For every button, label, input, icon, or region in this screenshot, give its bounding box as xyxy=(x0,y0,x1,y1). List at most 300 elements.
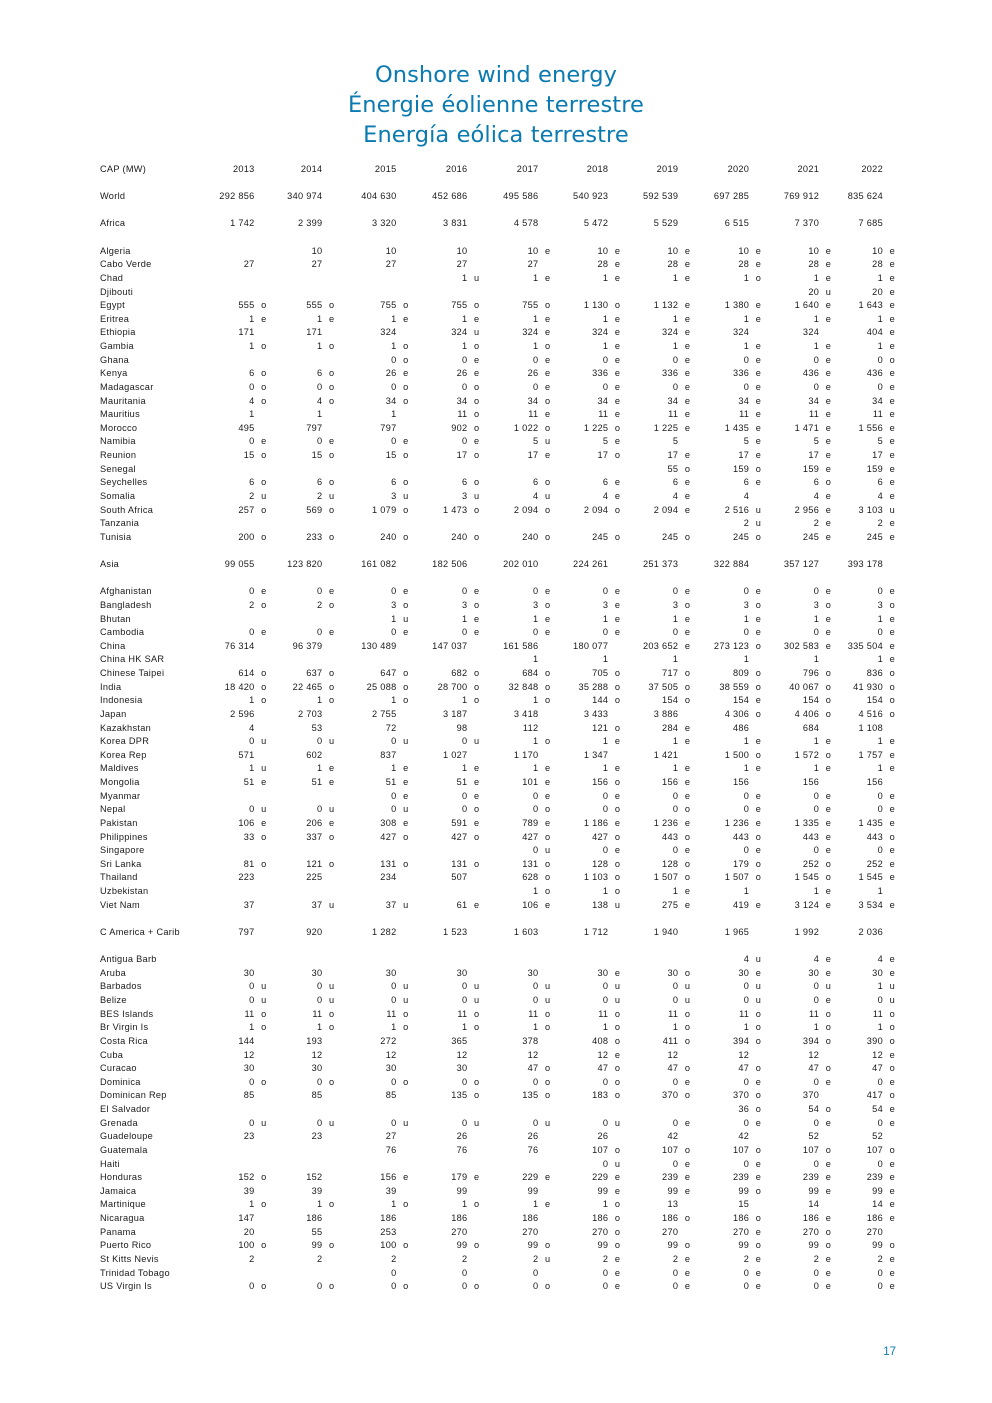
value-flag: e xyxy=(889,272,895,283)
value-cell xyxy=(550,408,620,422)
value-cell xyxy=(334,735,408,749)
value-cell xyxy=(211,1089,267,1103)
value-flag: u xyxy=(403,981,409,992)
value-cell xyxy=(211,885,267,899)
value-cell xyxy=(267,1117,335,1131)
value-flag: o xyxy=(474,1076,480,1087)
value-number: 1 507 xyxy=(724,872,750,883)
value-flag: e xyxy=(684,1253,691,1264)
value-cell xyxy=(267,817,335,831)
value-flag: o xyxy=(825,1022,832,1033)
value-flag: e xyxy=(614,1281,621,1292)
value-number: 1 xyxy=(533,736,539,747)
value-flag: e xyxy=(889,381,895,392)
value-cell xyxy=(409,776,480,790)
value-cell xyxy=(334,340,408,354)
value-flag: e xyxy=(545,817,551,828)
value-number: 171 xyxy=(238,327,255,338)
value-number: 302 583 xyxy=(783,640,820,651)
value-flag: o xyxy=(825,668,832,679)
value-cell xyxy=(211,408,267,422)
value-cell xyxy=(761,367,831,381)
value-number: 99 xyxy=(456,1185,468,1196)
value-cell xyxy=(690,953,761,967)
value-number: 1 xyxy=(462,1199,468,1210)
value-flag: e xyxy=(614,1253,621,1264)
value-flag: e xyxy=(889,613,895,624)
value-number: 270 xyxy=(866,1226,883,1237)
value-flag: o xyxy=(261,695,267,706)
value-number: 0 xyxy=(813,627,820,638)
value-number: 257 xyxy=(238,504,255,515)
value-number: 0 xyxy=(533,804,539,815)
value-cell xyxy=(761,504,831,518)
value-cell xyxy=(761,1021,831,1035)
value-number: 252 xyxy=(802,858,820,869)
value-cell xyxy=(211,299,267,313)
value-number: 0 xyxy=(813,804,820,815)
value-number: 1 347 xyxy=(583,749,609,760)
value-number: 324 xyxy=(732,327,750,338)
value-flag: e xyxy=(825,954,832,965)
value-cell xyxy=(690,449,761,463)
value-number: 37 xyxy=(311,899,323,910)
value-cell xyxy=(550,994,620,1008)
value-flag: e xyxy=(889,1281,895,1292)
value-cell xyxy=(267,449,335,463)
value-flag: o xyxy=(825,858,832,869)
value-number: 0 xyxy=(672,1076,679,1087)
value-cell xyxy=(620,613,690,627)
value-cell xyxy=(334,422,408,436)
country-name: Bhutan xyxy=(100,613,131,624)
value-cell xyxy=(334,531,408,545)
value-number: 614 xyxy=(238,668,255,679)
value-flag: e xyxy=(261,817,267,828)
value-cell xyxy=(409,395,480,409)
value-flag: u xyxy=(545,995,551,1006)
value-flag: e xyxy=(545,368,551,379)
value-cell xyxy=(409,653,480,667)
value-flag: e xyxy=(825,313,832,324)
value-number: 1 435 xyxy=(724,422,750,433)
value-number: 495 xyxy=(238,422,255,433)
value-cell xyxy=(409,831,480,845)
value-flag: e xyxy=(755,763,762,774)
value-flag: o xyxy=(614,300,621,311)
value-number: 156 xyxy=(802,777,820,788)
value-number: 755 xyxy=(522,300,539,311)
value-number: 154 xyxy=(662,695,679,706)
value-cell xyxy=(550,1171,620,1185)
value-cell xyxy=(479,449,550,463)
value-flag: e xyxy=(889,409,895,420)
country-row xyxy=(100,585,895,599)
value-number: 4 xyxy=(533,490,539,501)
value-cell xyxy=(409,558,480,572)
value-number: 0 xyxy=(813,981,820,992)
value-flag: e xyxy=(755,300,762,311)
country-name: Indonesia xyxy=(100,695,143,706)
value-flag: o xyxy=(474,300,480,311)
value-cell xyxy=(409,354,480,368)
value-number: 1 xyxy=(533,313,539,324)
value-cell xyxy=(690,858,761,872)
value-number: 1 xyxy=(672,272,679,283)
value-cell xyxy=(550,340,620,354)
value-cell xyxy=(211,558,267,572)
value-cell xyxy=(550,245,620,259)
value-flag: e xyxy=(825,763,832,774)
value-flag: o xyxy=(329,1022,335,1033)
value-flag: o xyxy=(755,640,762,651)
value-cell xyxy=(550,967,620,981)
value-cell xyxy=(334,367,408,381)
value-number: 12 xyxy=(243,1049,255,1060)
value-number: 0 xyxy=(602,981,609,992)
value-cell xyxy=(620,1226,690,1240)
value-number: 394 xyxy=(802,1035,820,1046)
value-cell xyxy=(550,326,620,340)
value-cell xyxy=(761,354,831,368)
value-cell xyxy=(761,245,831,259)
country-name: Korea DPR xyxy=(100,736,150,747)
value-cell xyxy=(479,190,550,204)
value-flag: o xyxy=(545,477,551,488)
value-flag: e xyxy=(614,817,621,828)
value-flag: o xyxy=(755,463,762,474)
value-cell xyxy=(479,340,550,354)
value-cell xyxy=(761,1185,831,1199)
value-cell xyxy=(620,735,690,749)
value-cell xyxy=(831,722,895,736)
value-number: 11 xyxy=(739,1008,750,1019)
value-cell xyxy=(334,994,408,1008)
value-number: 1 xyxy=(249,313,255,324)
value-number: 11 xyxy=(244,1008,255,1019)
value-flag: o xyxy=(545,599,551,610)
value-number: 11 xyxy=(457,409,468,420)
value-flag: e xyxy=(403,1172,409,1183)
value-cell xyxy=(211,1117,267,1131)
value-number: 1 282 xyxy=(372,926,397,937)
country-name: Madagascar xyxy=(100,381,154,392)
value-cell xyxy=(211,326,267,340)
value-cell xyxy=(831,653,895,667)
value-number: 42 xyxy=(667,1131,679,1142)
value-flag: e xyxy=(684,886,691,897)
value-flag: o xyxy=(755,1035,762,1046)
value-number: 1 xyxy=(249,1199,255,1210)
value-cell xyxy=(831,1089,895,1103)
value-cell xyxy=(690,1226,761,1240)
value-cell xyxy=(690,1130,761,1144)
value-number: 206 xyxy=(306,817,323,828)
value-number: 30 xyxy=(385,967,397,978)
value-flag: e xyxy=(474,368,480,379)
value-cell xyxy=(334,681,408,695)
value-cell xyxy=(409,613,480,627)
value-number: 180 077 xyxy=(573,640,609,651)
value-cell xyxy=(479,245,550,259)
country-name: Antigua Barb xyxy=(100,954,157,965)
value-flag: u xyxy=(545,436,551,447)
value-cell xyxy=(761,1076,831,1090)
country-row xyxy=(100,831,895,845)
value-flag: o xyxy=(474,381,480,392)
value-flag: o xyxy=(614,1240,621,1251)
value-cell xyxy=(211,994,267,1008)
value-number: 32 848 xyxy=(508,681,539,692)
value-flag: o xyxy=(614,722,621,733)
value-cell xyxy=(690,313,761,327)
value-cell xyxy=(620,980,690,994)
value-cell xyxy=(831,599,895,613)
value-number: 3 xyxy=(462,490,468,501)
value-cell xyxy=(267,1144,335,1158)
value-number: 1 xyxy=(602,272,609,283)
value-cell xyxy=(761,613,831,627)
value-flag: o xyxy=(403,504,409,515)
value-number: 1 xyxy=(743,272,750,283)
value-number: 1 xyxy=(877,341,883,352)
value-cell xyxy=(479,435,550,449)
value-cell xyxy=(620,994,690,1008)
country-name: Tunisia xyxy=(100,531,132,542)
value-cell xyxy=(211,1171,267,1185)
value-number: 1 xyxy=(533,1022,539,1033)
value-number: 186 xyxy=(866,1213,883,1224)
value-cell xyxy=(409,1144,480,1158)
value-number: 5 xyxy=(672,436,679,447)
value-cell xyxy=(267,190,335,204)
value-flag: e xyxy=(684,1185,691,1196)
value-flag: e xyxy=(684,300,691,311)
value-cell xyxy=(479,613,550,627)
value-number: 0 xyxy=(602,354,609,365)
value-number: 34 xyxy=(667,395,679,406)
value-flag: e xyxy=(614,477,621,488)
value-number: 34 xyxy=(385,395,397,406)
value-flag: u xyxy=(545,845,551,856)
value-cell xyxy=(334,640,408,654)
value-cell xyxy=(761,463,831,477)
value-cell xyxy=(334,1035,408,1049)
value-cell xyxy=(267,749,335,763)
value-cell xyxy=(761,980,831,994)
value-cell xyxy=(211,258,267,272)
value-cell xyxy=(550,599,620,613)
value-cell xyxy=(334,844,408,858)
value-flag: e xyxy=(825,1213,832,1224)
value-number: 1 225 xyxy=(653,422,679,433)
value-flag: e xyxy=(825,409,832,420)
value-flag: o xyxy=(755,1063,762,1074)
value-cell xyxy=(831,694,895,708)
value-flag: e xyxy=(889,967,895,978)
value-flag: e xyxy=(825,1185,832,1196)
value-cell xyxy=(409,858,480,872)
value-cell xyxy=(409,926,480,940)
value-cell xyxy=(211,926,267,940)
value-number: 370 xyxy=(732,1090,750,1101)
value-flag: e xyxy=(545,763,551,774)
spacer-row xyxy=(100,912,895,926)
value-flag: o xyxy=(261,450,267,461)
value-cell xyxy=(334,435,408,449)
value-number: 107 xyxy=(732,1144,750,1155)
value-number: 1 xyxy=(672,654,679,665)
value-number: 186 xyxy=(802,1213,820,1224)
value-number: 0 xyxy=(877,1076,883,1087)
value-cell xyxy=(690,681,761,695)
value-number: 0 xyxy=(672,627,679,638)
value-cell xyxy=(831,994,895,1008)
value-cell xyxy=(267,980,335,994)
value-number: 12 xyxy=(808,1049,820,1060)
value-flag: u xyxy=(545,490,551,501)
value-cell xyxy=(211,1212,267,1226)
value-cell xyxy=(761,1103,831,1117)
value-flag: e xyxy=(614,599,621,610)
value-flag: o xyxy=(403,531,409,542)
value-number: 1 xyxy=(877,272,883,283)
value-flag: e xyxy=(825,518,832,529)
value-cell xyxy=(211,476,267,490)
value-number: 0 xyxy=(462,586,468,597)
value-flag: o xyxy=(329,504,335,515)
value-number: 7 685 xyxy=(858,218,883,229)
value-number: 34 xyxy=(456,395,468,406)
value-number: 427 xyxy=(592,831,609,842)
value-flag: e xyxy=(825,790,832,801)
value-flag: e xyxy=(889,736,895,747)
value-cell xyxy=(761,395,831,409)
value-cell xyxy=(334,286,408,300)
value-flag: e xyxy=(684,1267,691,1278)
value-flag: o xyxy=(261,531,267,542)
country-name: Cabo Verde xyxy=(100,259,152,270)
value-flag: o xyxy=(261,599,267,610)
value-number: 0 xyxy=(672,981,679,992)
value-number: 6 xyxy=(462,477,468,488)
value-cell xyxy=(831,1021,895,1035)
value-flag: e xyxy=(825,613,832,624)
value-cell xyxy=(409,803,480,817)
value-number: 223 xyxy=(238,872,255,883)
value-flag: o xyxy=(474,1240,480,1251)
value-cell xyxy=(479,1280,550,1294)
value-cell xyxy=(761,490,831,504)
value-number: 2 516 xyxy=(724,504,750,515)
value-number: 15 xyxy=(738,1199,750,1210)
value-number: 1 380 xyxy=(724,300,750,311)
year-header: 2014 xyxy=(300,164,323,174)
value-cell xyxy=(761,694,831,708)
value-flag: e xyxy=(889,341,895,352)
value-number: 1 xyxy=(602,1022,609,1033)
value-number: 0 xyxy=(743,995,750,1006)
value-cell xyxy=(334,858,408,872)
value-flag: e xyxy=(889,654,895,665)
value-flag: e xyxy=(684,1117,691,1128)
country-name: Dominican Rep xyxy=(100,1090,167,1101)
value-cell xyxy=(690,463,761,477)
value-flag: e xyxy=(755,354,762,365)
value-flag: e xyxy=(545,586,551,597)
value-flag: e xyxy=(889,872,895,883)
value-cell xyxy=(620,871,690,885)
country-name: Mauritius xyxy=(100,409,140,420)
value-flag: e xyxy=(825,886,832,897)
value-cell xyxy=(761,435,831,449)
value-flag: u xyxy=(261,1117,267,1128)
country-name: Kenya xyxy=(100,368,128,379)
value-cell xyxy=(550,354,620,368)
value-cell xyxy=(211,395,267,409)
value-number: 2 xyxy=(462,1253,468,1264)
value-cell xyxy=(761,776,831,790)
value-flag: o xyxy=(614,777,621,788)
value-flag: e xyxy=(755,1172,762,1183)
value-cell xyxy=(267,1021,335,1035)
value-cell xyxy=(831,286,895,300)
value-number: 0 xyxy=(813,790,820,801)
value-number: 2 094 xyxy=(583,504,609,515)
value-cell xyxy=(479,1021,550,1035)
value-number: 85 xyxy=(385,1090,397,1101)
value-flag: e xyxy=(545,613,551,624)
value-number: 0 xyxy=(249,627,255,638)
value-number: 0 xyxy=(533,354,539,365)
value-number: 27 xyxy=(243,259,255,270)
value-cell xyxy=(267,1035,335,1049)
value-cell xyxy=(690,1008,761,1022)
group-total-row xyxy=(100,558,895,572)
value-number: 0 xyxy=(533,981,539,992)
value-number: 28 700 xyxy=(437,681,468,692)
value-flag: e xyxy=(684,477,691,488)
value-flag: e xyxy=(825,245,832,256)
value-cell xyxy=(211,967,267,981)
value-number: 99 xyxy=(597,1240,609,1251)
value-flag: e xyxy=(755,1117,762,1128)
country-name: Costa Rica xyxy=(100,1035,148,1046)
value-flag: u xyxy=(474,1117,480,1128)
value-cell xyxy=(761,1239,831,1253)
country-row xyxy=(100,395,895,409)
country-row xyxy=(100,531,895,545)
value-flag: o xyxy=(755,1144,762,1155)
value-cell xyxy=(831,749,895,763)
value-number: 6 xyxy=(317,368,323,379)
value-cell xyxy=(334,694,408,708)
value-cell xyxy=(690,272,761,286)
value-number: 1 xyxy=(743,341,750,352)
value-cell xyxy=(620,258,690,272)
value-flag: e xyxy=(684,1158,691,1169)
value-number: 4 xyxy=(743,954,750,965)
value-flag: u xyxy=(545,1253,551,1264)
value-flag: u xyxy=(329,736,335,747)
value-cell xyxy=(334,272,408,286)
value-flag: u xyxy=(403,490,409,501)
value-cell xyxy=(409,1171,480,1185)
value-flag: u xyxy=(329,995,335,1006)
value-number: 2 xyxy=(249,599,255,610)
value-cell xyxy=(409,517,480,531)
value-cell xyxy=(550,1103,620,1117)
